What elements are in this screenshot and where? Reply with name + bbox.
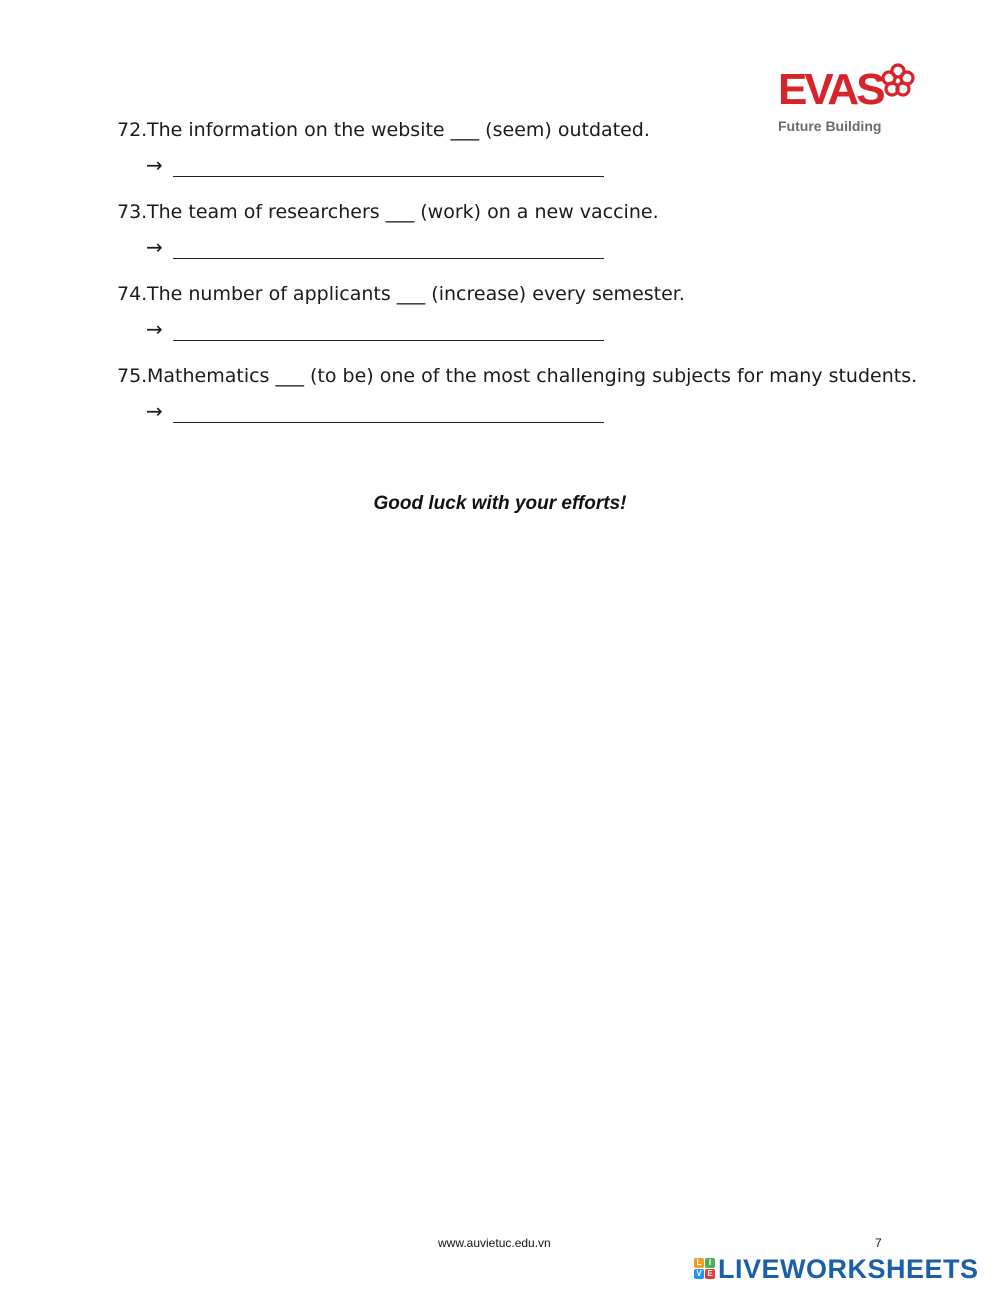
- question-number: 73.: [117, 201, 148, 223]
- liveworksheets-grid-icon: [694, 1258, 716, 1280]
- grid-cell-l: L: [694, 1258, 704, 1268]
- arrow-icon: →: [146, 399, 163, 423]
- question-number: 74.: [117, 283, 148, 305]
- question-74: [117, 282, 685, 306]
- arrow-icon: →: [146, 317, 163, 341]
- blank-line[interactable]: [173, 176, 604, 177]
- question-73: [117, 200, 659, 224]
- question-number: 72.: [117, 119, 148, 141]
- answer-line-72[interactable]: [146, 152, 606, 180]
- footer-url: www.auvietuc.edu.vn: [438, 1236, 551, 1250]
- logo-tagline: Future Building: [778, 118, 882, 134]
- question-text: The information on the website ___ (seem) outdated.: [147, 119, 650, 141]
- arrow-icon: →: [146, 153, 163, 177]
- flower-icon: [880, 62, 916, 98]
- logo-wordmark: EVAS: [778, 65, 883, 114]
- question-text: The number of applicants ___ (increase) every semester.: [147, 283, 685, 305]
- answer-line-74[interactable]: [146, 316, 606, 344]
- question-text: The team of researchers ___ (work) on a new vaccine.: [147, 201, 659, 223]
- blank-line[interactable]: [173, 258, 604, 259]
- question-text: Mathematics ___ (to be) one of the most challenging subjects for many students.: [147, 365, 918, 387]
- answer-line-73[interactable]: [146, 234, 606, 262]
- liveworksheets-logo: [694, 1254, 994, 1284]
- blank-line[interactable]: [173, 422, 604, 423]
- answer-line-75[interactable]: [146, 398, 606, 426]
- question-75: [117, 364, 917, 388]
- blank-line[interactable]: [173, 340, 604, 341]
- grid-cell-e: E: [705, 1269, 715, 1279]
- question-number: 75.: [117, 365, 148, 387]
- grid-cell-v: V: [694, 1269, 704, 1279]
- arrow-icon: →: [146, 235, 163, 259]
- liveworksheets-wordmark: LIVEWORKSHEETS: [718, 1254, 979, 1284]
- evas-logo: [776, 62, 916, 136]
- grid-cell-i: I: [705, 1258, 715, 1268]
- closing-message: Good luck with your efforts!: [373, 493, 627, 514]
- page-number: 7: [875, 1236, 882, 1250]
- question-72: [117, 118, 650, 142]
